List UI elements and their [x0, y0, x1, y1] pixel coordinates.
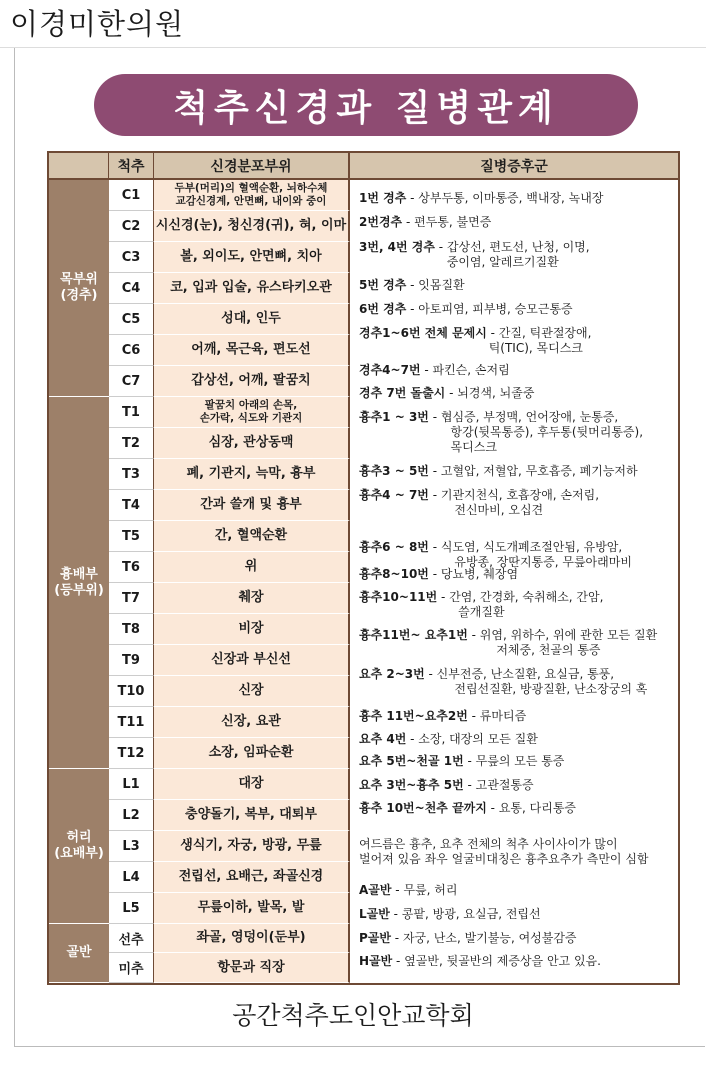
symptom-text: - 옆골반, 뒷골반의 제증상을 안고 있음. [392, 954, 601, 968]
nerve-area-cell: 심장, 관상동맥 [154, 428, 350, 459]
symptom-entry [359, 410, 677, 455]
nerve-area-cell: 어깨, 목근육, 편도선 [154, 335, 350, 366]
symptom-entry [359, 837, 677, 867]
symptom-text: - 류마티즘 [467, 709, 527, 723]
symptom-entry [359, 540, 677, 570]
symptom-spine-range: P골반 [359, 931, 391, 945]
vertebra-cell: T2 [109, 428, 154, 459]
footer-credit: 공간척추도인안교학회 [232, 1001, 474, 1030]
vertebra-cell: T7 [109, 583, 154, 614]
vertebra-cell: T11 [109, 707, 154, 738]
symptom-text: - 편두통, 불면증 [402, 215, 492, 229]
vertebra-cell: C6 [109, 335, 154, 366]
symptom-text: - 콩팥, 방광, 요실금, 전립선 [389, 907, 541, 921]
symptom-text: 여드름은 흉추, 요추 전체의 척추 사이사이가 많이 벌어져 있음 좌우 얼굴비대칭은 흉추요추가 측만이 심함 [359, 837, 649, 866]
nerve-area-cell: 비장 [154, 614, 350, 645]
symptom-text: - 자궁, 난소, 발기불능, 여성불감증 [390, 931, 577, 945]
symptom-spine-range: 흉추 11번~요추2번 [359, 709, 468, 723]
symptom-spine-range: 흉추8~10번 [359, 567, 429, 581]
symptom-spine-range: 흉추10~11번 [359, 590, 438, 604]
nerve-area-cell: 좌골, 영덩이(둔부) [154, 924, 350, 953]
vertebra-cell: 선추 [109, 924, 154, 953]
symptom-spine-range: A골반 [359, 883, 392, 897]
nerve-area-cell: 생식기, 자궁, 방광, 무릎 [154, 831, 350, 862]
header-symptoms: 질병증후군 [350, 153, 678, 180]
symptom-text: - 협심증, 부정맥, 언어장애, 눈통증, 항강(뒷목통증), 후두통(뒷머리통증), 목디스크 [432, 410, 644, 454]
symptom-text: - 신부전증, 난소질환, 요실금, 통풍, 전립선질환, 방광질환, 난소장궁의 혹 [428, 667, 648, 696]
symptom-entry [359, 278, 677, 293]
symptom-entry [359, 302, 677, 317]
symptom-entry [359, 931, 677, 946]
symptom-spine-range: 요추 2~3번 [359, 667, 425, 681]
vertebra-cell: T10 [109, 676, 154, 707]
vertebra-cell: T8 [109, 614, 154, 645]
nerve-area-cell: 항문과 직장 [154, 953, 350, 983]
nerve-area-cell: 췌장 [154, 583, 350, 614]
symptom-entry [359, 778, 677, 793]
vertebra-cell: 미추 [109, 953, 154, 983]
vertebra-cell: L1 [109, 769, 154, 800]
symptom-entry [359, 628, 677, 658]
symptom-spine-range: 경추4~7번 [359, 363, 421, 377]
symptom-spine-range: 요추 3번~흉추 5번 [359, 778, 464, 792]
symptom-spine-range: 흉추1 ~ 3번 [359, 410, 429, 424]
nerve-area-cell: 팔꿈치 아래의 손목, 손가락, 식도와 기관지 [154, 397, 350, 428]
symptom-entry [359, 801, 677, 816]
vertebra-cell: C4 [109, 273, 154, 304]
symptom-text: - 당뇨병, 췌장염 [428, 567, 519, 581]
nerve-area-cell: 전립선, 요배근, 좌골신경 [154, 862, 350, 893]
vertebra-cell: T4 [109, 490, 154, 521]
vertebra-cell: C3 [109, 242, 154, 273]
nerve-area-cell: 시신경(눈), 청신경(귀), 혀, 이마 [154, 211, 350, 242]
nerve-area-cell: 두부(머리)의 혈액순환, 뇌하수체 교감신경계, 안면뼈, 내이와 중이 [154, 180, 350, 211]
symptom-spine-range: 경추1~6번 전체 문제시 [359, 326, 487, 340]
nerve-area-cell: 간, 혈액순환 [154, 521, 350, 552]
symptom-entry [359, 488, 677, 518]
symptom-text: - 아토피염, 피부병, 승모근통증 [406, 302, 573, 316]
symptom-spine-range: 흉추3 ~ 5번 [359, 464, 429, 478]
nerve-area-cell: 신장, 요관 [154, 707, 350, 738]
vertebra-cell: L2 [109, 800, 154, 831]
symptom-text: - 파킨슨, 손저림 [420, 363, 510, 377]
symptom-entry [359, 907, 677, 922]
vertebra-cell: C5 [109, 304, 154, 335]
symptom-text: - 상부두통, 이마통증, 백내장, 녹내장 [406, 191, 604, 205]
symptom-text: - 고혈압, 저혈압, 무호흡증, 폐기능저하 [428, 464, 638, 478]
page-title: 이경미한의원 [10, 7, 185, 41]
nerve-area-cell: 신장 [154, 676, 350, 707]
symptom-text: - 기관지천식, 호흡장애, 손저림, 전신마비, 오십견 [432, 488, 600, 517]
nerve-area-cell: 충양돌기, 복부, 대퇴부 [154, 800, 350, 831]
nerve-area-cell: 폐, 기관지, 늑막, 흉부 [154, 459, 350, 490]
symptom-entry [359, 667, 677, 697]
nerve-area-cell: 대장 [154, 769, 350, 800]
vertebra-cell: T6 [109, 552, 154, 583]
symptom-spine-range: 흉추6 ~ 8번 [359, 540, 429, 554]
vertebra-cell: T9 [109, 645, 154, 676]
symptom-text: - 무릎, 허리 [391, 883, 458, 897]
symptom-spine-range: 흉추 10번~천추 끝까지 [359, 801, 487, 815]
symptom-text: - 무릎의 모든 통증 [463, 754, 565, 768]
spine-nerve-table [47, 151, 680, 985]
symptom-spine-range: 6번 경추 [359, 302, 407, 316]
symptom-text: - 요통, 다리통증 [486, 801, 576, 815]
symptom-text: - 간질, 틱관절장애, 틱(TIC), 목디스크 [488, 326, 592, 355]
symptom-text: - 뇌경색, 뇌졸중 [445, 386, 535, 400]
vertebra-cell: C2 [109, 211, 154, 242]
symptom-spine-range: 요추 5번~천골 1번 [359, 754, 464, 768]
vertebra-cell: T5 [109, 521, 154, 552]
symptom-entry [359, 191, 677, 206]
symptom-entry [359, 240, 677, 270]
nerve-area-cell: 무릎이하, 발목, 발 [154, 893, 350, 924]
symptom-entry [359, 732, 677, 747]
symptom-entry [359, 386, 677, 401]
symptom-entry [359, 464, 677, 479]
symptom-spine-range: L골반 [359, 907, 390, 921]
symptom-entry [359, 883, 677, 898]
header-nerve-area: 신경분포부위 [154, 153, 350, 180]
symptom-entry [359, 215, 677, 230]
nerve-area-cell: 성대, 인두 [154, 304, 350, 335]
symptom-text: - 간염, 간경화, 숙취해소, 간암, 쓸개질환 [441, 590, 604, 619]
symptom-text: - 식도염, 식도개폐조절안됨, 유방암, 유방종, 장딴지통증, 무릎아래마비 [432, 540, 632, 569]
header-vertebra: 척추 [109, 153, 154, 180]
header-blank-cell [49, 153, 109, 180]
region-label: 골반 [49, 924, 109, 983]
vertebra-cell: T3 [109, 459, 154, 490]
nerve-area-cell: 신장과 부신선 [154, 645, 350, 676]
region-label: 허리 (요배부) [49, 769, 109, 924]
symptom-spine-range: 요추 4번 [359, 732, 407, 746]
symptom-entry [359, 754, 677, 769]
symptom-entry [359, 590, 677, 620]
symptom-text: - 소장, 대장의 모든 질환 [406, 732, 538, 746]
symptom-spine-range: 흉추4 ~ 7번 [359, 488, 429, 502]
nerve-area-cell: 볼, 외이도, 안면뼈, 치아 [154, 242, 350, 273]
symptom-spine-range: H골반 [359, 954, 393, 968]
nerve-area-cell: 위 [154, 552, 350, 583]
region-label: 목부위 (경추) [49, 180, 109, 397]
symptom-text: - 고관절통증 [463, 778, 534, 792]
symptom-entry [359, 709, 677, 724]
symptom-text: - 갑상선, 편도선, 난청, 이명, 중이염, 알레르기질환 [438, 240, 590, 269]
nerve-area-cell: 코, 입과 입술, 유스타키오관 [154, 273, 350, 304]
nerve-area-cell: 소장, 임파순환 [154, 738, 350, 769]
symptom-entry [359, 363, 677, 378]
vertebra-cell: L3 [109, 831, 154, 862]
symptom-text: - 위염, 위하수, 위에 관한 모든 질환 저체중, 천골의 통증 [471, 628, 658, 657]
vertebra-cell: T1 [109, 397, 154, 428]
symptom-entry [359, 326, 677, 356]
vertebra-cell: C7 [109, 366, 154, 397]
symptom-spine-range: 경추 7번 돌출시 [359, 386, 446, 400]
nerve-area-cell: 갑상선, 어깨, 팔꿈치 [154, 366, 350, 397]
vertebra-cell: L5 [109, 893, 154, 924]
symptom-spine-range: 3번, 4번 경추 [359, 240, 435, 254]
symptom-entry [359, 567, 677, 582]
region-label: 흉배부 (등부위) [49, 397, 109, 769]
symptom-text: - 잇몸질환 [406, 278, 465, 292]
vertebra-cell: T12 [109, 738, 154, 769]
symptom-entry [359, 954, 677, 969]
symptom-spine-range: 5번 경추 [359, 278, 407, 292]
symptom-spine-range: 1번 경추 [359, 191, 407, 205]
nerve-area-cell: 간과 쓸개 및 흉부 [154, 490, 350, 521]
symptom-spine-range: 2번경추 [359, 215, 403, 229]
vertebra-cell: C1 [109, 180, 154, 211]
vertebra-cell: L4 [109, 862, 154, 893]
chart-banner-title: 척추신경과 질병관계 [94, 74, 638, 136]
symptom-spine-range: 흉추11번~ 요추1번 [359, 628, 468, 642]
